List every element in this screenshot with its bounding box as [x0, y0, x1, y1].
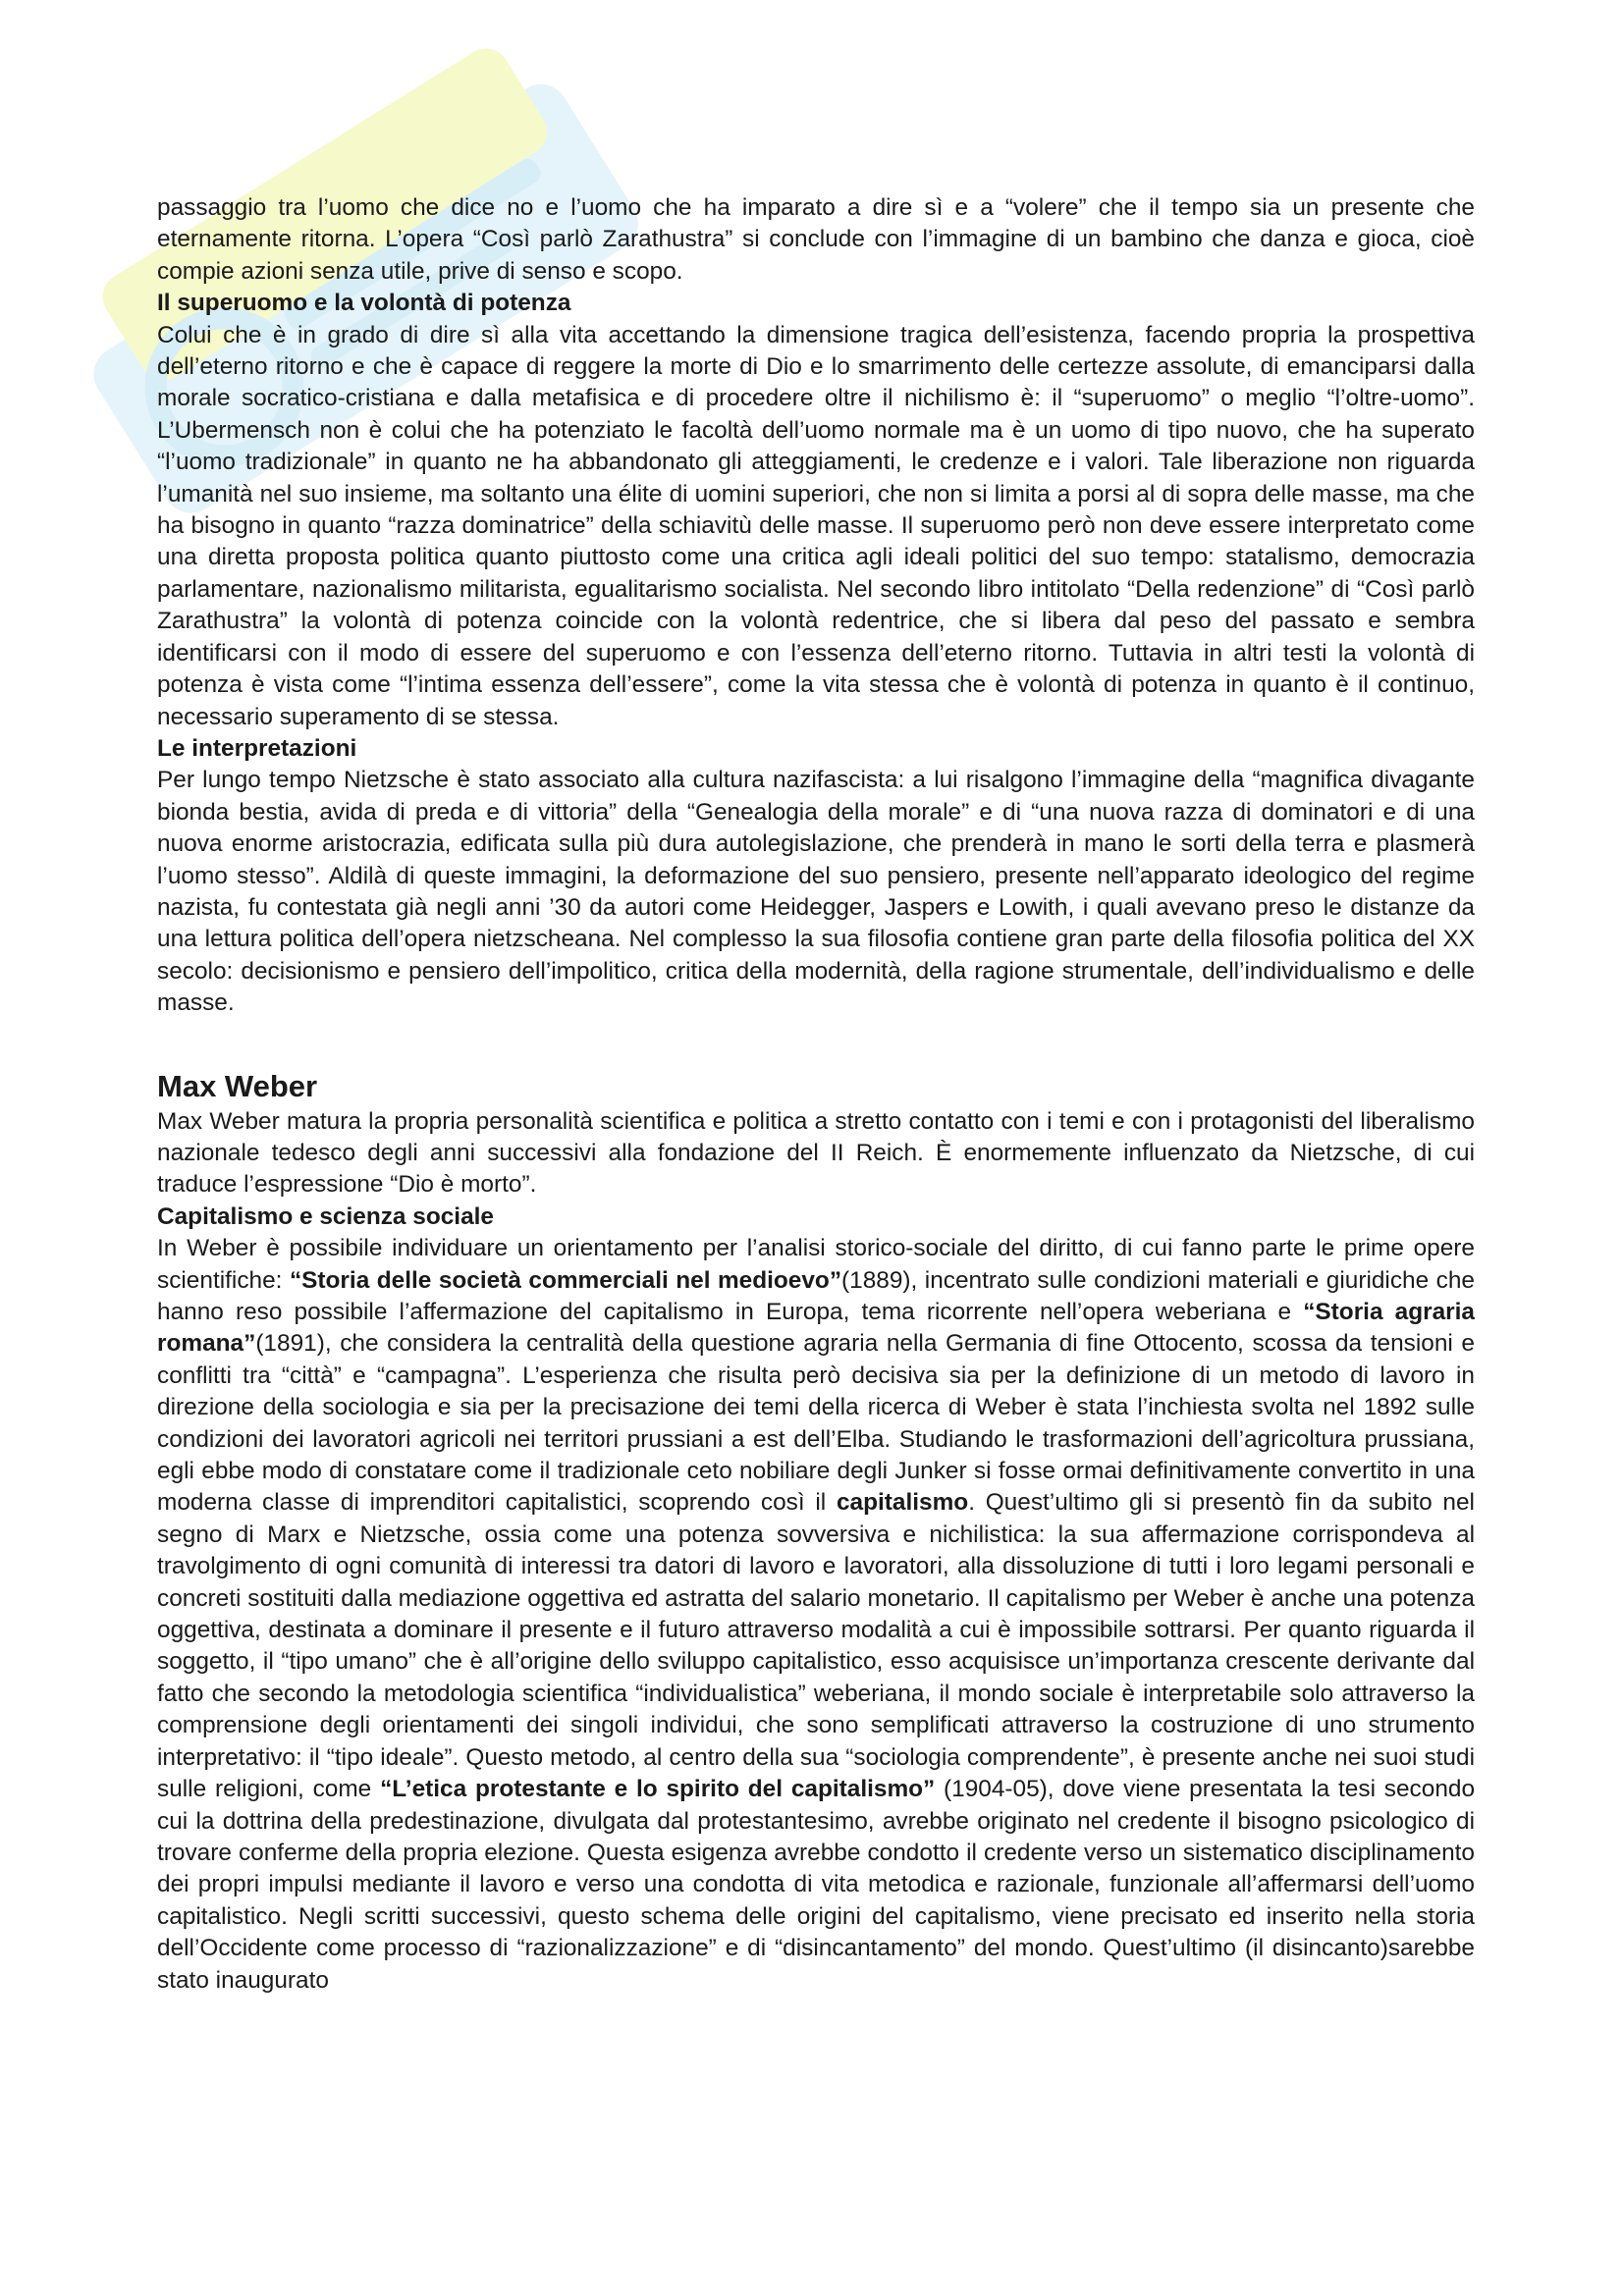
document-page: [157, 192, 1475, 1997]
interpretazioni-heading: Le interpretazioni: [157, 734, 357, 762]
capitalismo-paragraph: [157, 1233, 1475, 1997]
capitalismo-text-4: . Quest’ultimo gli si presentò fin da subito nel segno di Marx e Nietzsche, ossia come una potenza sovversiva e nichilistica: la sua affermazione corrispondeva al travolgimento di ogni comunità di interessi tra datori di lavoro e lavoratori, alla dissoluzione di tutti i loro legami personali e concreti sostituiti dalla mediazione oggettiva ed astratta del salario monetario. Il capitalismo per Weber è anche una potenza oggettiva, destinata a dominare il presente e il futuro attraverso modalità a cui è impossibile sottrarsi. Per quanto riguarda il soggetto, il “tipo umano” che è all’origine dello sviluppo capitalistico, esso acquisisce un’importanza crescente derivante dal fatto che secondo la metodologia scientifica “individualistica” weberiana, il mondo sociale è interpretabile solo attraverso la comprensione degli orientamenti dei singoli individui, che sono semplificati attraverso la costruzione di uno strumento interpretativo: il “tipo ideale”. Questo metodo, al centro della sua “sociologia comprendente”, è presente anche nei suoi studi sulle religioni, come: [157, 1489, 1475, 1803]
work-title-etica-protestante: “L’etica protestante e lo spirito del capitalismo”: [380, 1776, 936, 1803]
interpretazioni-paragraph: Per lungo tempo Nietzsche è stato associato alla cultura nazifascista: a lui risalgono l’immagine della “magnifica divagante bionda bestia, avida di preda e di vittoria” della “Genealogia della morale” e di “una nuova razza di dominatori e di una nuova enorme aristocrazia, edificata sulla più dura autolegislazione, che prenderà in mano le sorti della terra e plasmerà l’uomo stesso”. Aldilà di queste immagini, la deformazione del suo pensiero, presente nell’apparato ideologico del regime nazista, fu contestata già negli anni ’30 da autori come Heidegger, Jaspers e Lowith, i quali avevano preso le distanze da una lettura politica dell’opera nietzscheana. Nel complesso la sua filosofia contiene gran parte della filosofia politica del XX secolo: decisionismo e pensiero dell’impolitico, critica della modernità, della ragione strumentale, dell’individualismo e delle masse.: [157, 767, 1475, 1017]
capitalismo-text-5: (1904-05), dove viene presentata la tesi secondo cui la dottrina della predestinazione, divulgata dal protestantesimo, avrebbe originato nel credente il bisogno psicologico di trovare conferme della propria elezione. Questa esigenza avrebbe condotto il credente verso un sistematico disciplinamento dei propri impulsi mediante il lavoro e verso una condotta di vita metodica e razionale, funzionale all’affermarsi dell’uomo capitalistico. Negli scritti successivi, questo schema delle origini del capitalismo, viene precisato ed inserito nella storia dell’Occidente come processo di “razionalizzazione” e di “disincantamento” del mondo. Quest’ultimo (il disincanto)sarebbe stato inaugurato: [157, 1776, 1476, 1994]
work-title-storia-societa: “Storia delle società commerciali nel medioevo”: [289, 1266, 842, 1294]
superuomo-heading: Il superuomo e la volontà di potenza: [157, 290, 571, 317]
work-title-storia-agraria: “Storia agraria romana”: [157, 1299, 1475, 1358]
capitalismo-text-1: In Weber è possibile individuare un orientamento per l’analisi storico-sociale del diritto, di cui fanno parte le prime opere scientifiche:: [157, 1235, 1475, 1294]
capitalismo-heading: Capitalismo e scienza sociale: [157, 1202, 494, 1230]
nietzsche-intro-paragraph: passaggio tra l’uomo che dice no e l’uomo che ha imparato a dire sì e a “volere” che il tempo sia un presente che eternamente ritorna. L’opera “Così parlò Zarathustra” si conclude con l’immagine di un bambino che danza e gioca, cioè compie azioni senza utile, prive di senso e scopo.: [157, 194, 1475, 285]
term-capitalismo: capitalismo: [836, 1489, 969, 1517]
superuomo-paragraph: Colui che è in grado di dire sì alla vita accettando la dimensione tragica dell’esistenza, facendo propria la prospettiva dell’eterno ritorno e che è capace di reggere la morte di Dio e lo smarrimento delle certezze assolute, di emanciparsi dalla morale socratico-cristiana e dalla metafisica e di procedere oltre il nichilismo è: il “superuomo” o meglio “l’oltre-uomo”. L’Ubermensch non è colui che ha potenziato le facoltà dell’uomo normale ma è un uomo di tipo nuovo, che ha superato “l’uomo tradizionale” in quanto ne ha abbandonato gli atteggiamenti, le credenze e i valori. Tale liberazione non riguarda l’umanità nel suo insieme, ma soltanto una élite di uomini superiori, che non si limita a porsi al di sopra delle masse, ma che ha bisogno in quanto “razza dominatrice” della schiavitù delle masse. Il superuomo però non deve essere interpretato come una diretta proposta politica quanto piuttosto come una critica agli ideali politici del suo tempo: statalismo, democrazia parlamentare, nazionalismo militarista, egualitarismo socialista. Nel secondo libro intitolato “Della redenzione” di “Così parlò Zarathustra” la volontà di potenza coincide con la volontà redentrice, che si libera dal peso del passato e sembra identificarsi con il modo di essere del superuomo e con l’essenza dell’eterno ritorno. Tuttavia in altri testi la volontà di potenza è vista come “l’intima essenza dell’essere”, come la vita stessa che è volontà di potenza in quanto è il continuo, necessario superamento di se stessa.: [157, 321, 1475, 730]
weber-intro-paragraph: Max Weber matura la propria personalità scientifica e politica a stretto contatto con i temi e con i protagonisti del liberalismo nazionale tedesco degli anni successivi alla fondazione del II Reich. È enormemente influenzato da Nietzsche, di cui traduce l’espressione “Dio è morto”.: [157, 1107, 1475, 1199]
capitalismo-text-3: (1891), che considera la centralità della questione agraria nella Germania di fine Ottocento, scossa da tensioni e conflitti tra “città” e “campagna”. L’esperienza che risulta però decisiva sia per la definizione di un metodo di lavoro in direzione della sociologia e sia per la precisazione dei temi della ricerca di Weber è stata l’inchiesta svolta nel 1892 sulle condizioni dei lavoratori agricoli nei territori prussiani a est dell’Elba. Studiando le trasformazioni dell’agricoltura prussiana, egli ebbe modo di constatare come il tradizionale ceto nobiliare degli Junker si fosse ormai definitivamente convertito in una moderna classe di imprenditori capitalistici, scoprendo così il: [157, 1330, 1475, 1517]
weber-section-title: Max Weber: [157, 1068, 318, 1103]
capitalismo-text-2: (1889), incentrato sulle condizioni materiali e giuridiche che hanno reso possibile l’affermazione del capitalismo in Europa, tema ricorrente nell’opera weberiana e: [157, 1266, 1476, 1325]
